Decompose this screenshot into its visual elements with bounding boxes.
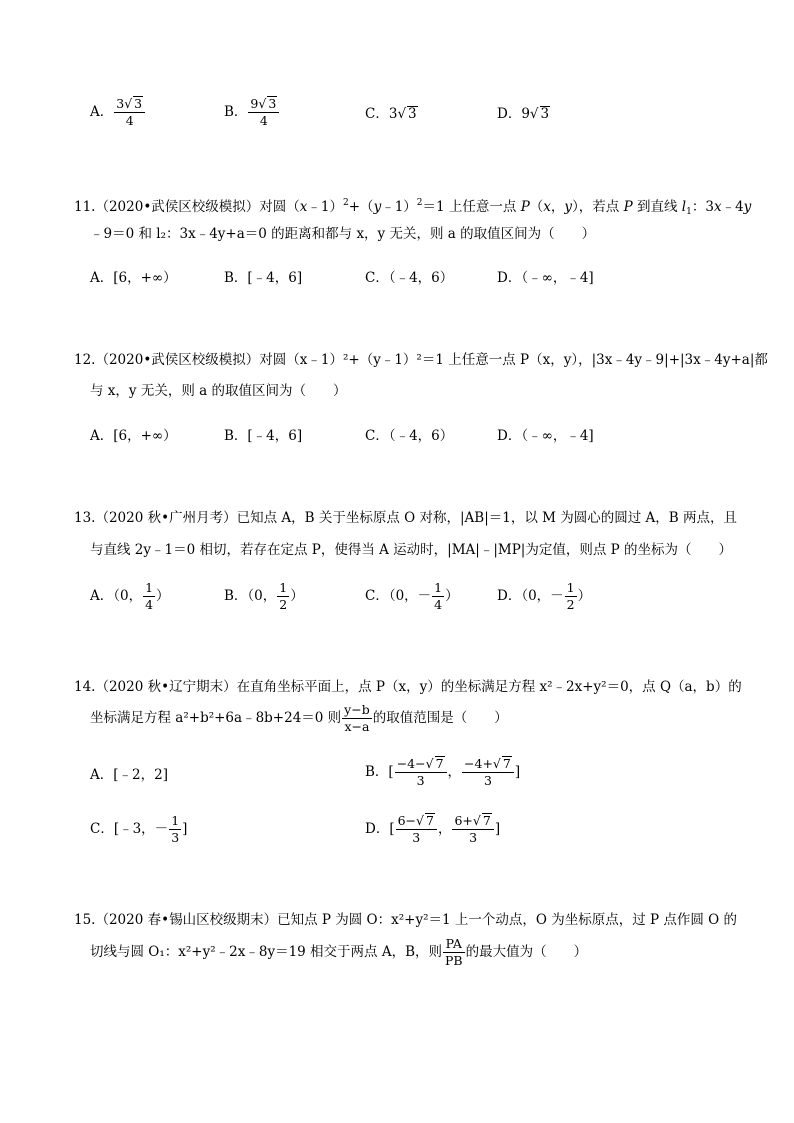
- radicand: 3: [408, 106, 417, 122]
- coef: 3: [388, 106, 398, 122]
- fraction: $\frac{6+√ 7}{3}$: [452, 813, 493, 846]
- sqrt-sign: [258, 96, 266, 111]
- q11-option-d[interactable]: D．（﹣∞，﹣4]: [497, 270, 594, 286]
- q13-option-b[interactable]: B．（0， $\frac{1}{2}$ ）: [224, 580, 304, 612]
- radicand: 3: [134, 96, 143, 111]
- sqrt-sign: [124, 96, 132, 111]
- q15-line-2: 切线与圆 O₁：x²+y²﹣2x﹣8y＝19 相交于两点 A，B，则 $\frac{PA}{PB}$ 的最大值为（ ）: [90, 936, 588, 968]
- denominator: 4: [259, 113, 268, 128]
- option-label: D．: [497, 106, 522, 122]
- fraction: $\frac{1}{3}$: [171, 813, 180, 845]
- sqrt-sign: [397, 106, 406, 122]
- radicand: 3: [540, 106, 550, 122]
- q13-option-a[interactable]: A．（0， $\frac{1}{4}$ ）: [90, 580, 170, 612]
- q14-option-b[interactable]: B．[ $\frac{-4-√ 7}{3}$ ， $\frac{-4+√ 7}{3}$ ]: [365, 756, 520, 789]
- q15-line-1: 15.（2020 春•锡山区校级期末）已知点 P 为圆 O：x²+y²＝1 上一个动点，O 为坐标原点，过 P 点作圆 O 的: [74, 912, 738, 928]
- q12-option-a[interactable]: A．[6，+∞）: [90, 428, 177, 444]
- fraction: [114, 96, 145, 129]
- denominator: 4: [125, 113, 134, 128]
- coef: 3: [116, 96, 125, 111]
- q11-option-c[interactable]: C．（﹣4，6）: [365, 270, 454, 286]
- q12-option-b[interactable]: B．[﹣4，6]: [224, 428, 303, 444]
- fraction: $\frac{1}{4}$: [434, 580, 443, 612]
- q14-option-d[interactable]: D．[ $\frac{6-√ 7}{3}$ ， $\frac{6+√ 7}{3}$ ]: [365, 813, 500, 846]
- fraction: $\frac{1}{2}$: [279, 580, 288, 612]
- q12-option-d[interactable]: D．（﹣∞，﹣4]: [497, 428, 594, 444]
- q12-line-2: 与 x，y 无关，则 a 的取值区间为（ ）: [90, 383, 347, 399]
- fraction: $\frac{1}{4}$: [145, 580, 154, 612]
- q13-option-c[interactable]: C．（0，－ $\frac{1}{4}$ ）: [365, 580, 459, 612]
- q13-option-d[interactable]: D．（0，－ $\frac{1}{2}$ ）: [497, 580, 592, 612]
- q14-line-1: 14.（2020 秋•辽宁期末）在直角坐标平面上，点 P（x，y）的坐标满足方程 x²﹣2x+y²＝0，点 Q（a，b）的: [74, 679, 742, 695]
- q10-option-b[interactable]: [224, 96, 280, 129]
- q11-line-2: ﹣9＝0 和 l₂：3x﹣4y+a＝0 的距离和都与 x，y 无关，则 a 的取值区间为（ ）: [90, 226, 596, 242]
- fraction: $\frac{PA}{PB}$: [445, 936, 463, 968]
- q12-option-c[interactable]: C．（﹣4，6）: [365, 428, 454, 444]
- q12-line-1: 12.（2020•武侯区校级模拟）对圆（x﹣1）²+（y﹣1）²＝1 上任意一点 P（x，y），|3x﹣4y﹣9|+|3x﹣4y+a|都: [74, 352, 768, 368]
- q11-option-b[interactable]: B．[﹣4，6]: [224, 270, 303, 286]
- q14-option-a[interactable]: A．[﹣2，2]: [90, 767, 168, 783]
- q10-option-c[interactable]: [365, 104, 418, 124]
- coef: 9: [250, 96, 259, 111]
- q14-option-c[interactable]: C．[﹣3，－ $\frac{1}{3}$ ]: [90, 813, 188, 845]
- fraction: $\frac{-4+√ 7}{3}$: [462, 756, 514, 789]
- q13-line-2: 与直线 2y﹣1＝0 相切，若存在定点 P，使得当 A 运动时，|MA|﹣|MP|为定值，则点 P 的坐标为（ ）: [90, 542, 733, 558]
- q10-option-d[interactable]: [497, 104, 550, 124]
- q13-line-1: 13.（2020 秋•广州月考）已知点 A，B 关于坐标原点 O 对称，|AB|＝1，以 M 为圆心的圆过 A，B 两点，且: [74, 510, 737, 526]
- option-label: A．: [90, 104, 114, 120]
- option-label: B．: [224, 104, 248, 120]
- sqrt-sign: [530, 106, 539, 122]
- fraction: [248, 96, 279, 129]
- fraction: $\frac{y-b}{x-a}$: [344, 702, 370, 734]
- fraction: $\frac{6-√ 7}{3}$: [396, 813, 437, 846]
- q11-option-a[interactable]: A．[6，+∞）: [90, 270, 177, 286]
- fraction: $\frac{-4-√ 7}{3}$: [395, 756, 447, 789]
- q10-option-a[interactable]: [90, 96, 146, 129]
- radicand: 3: [268, 96, 277, 111]
- fraction: $\frac{1}{2}$: [566, 580, 575, 612]
- coef: 9: [521, 106, 530, 122]
- q11-line-1: 11.（2020•武侯区校级模拟）对圆（x﹣1）$^2$+（y﹣1）$^2$＝1 上任意一点 P（x，y），若点 P 到直线 $l_1$：3x﹣4y: [74, 198, 752, 217]
- q14-line-2: 坐标满足方程 a²+b²+6a﹣8b+24＝0 则 $\frac{y-b}{x-a}$ 的取值范围是（ ）: [90, 702, 508, 734]
- option-label: C．: [365, 106, 389, 122]
